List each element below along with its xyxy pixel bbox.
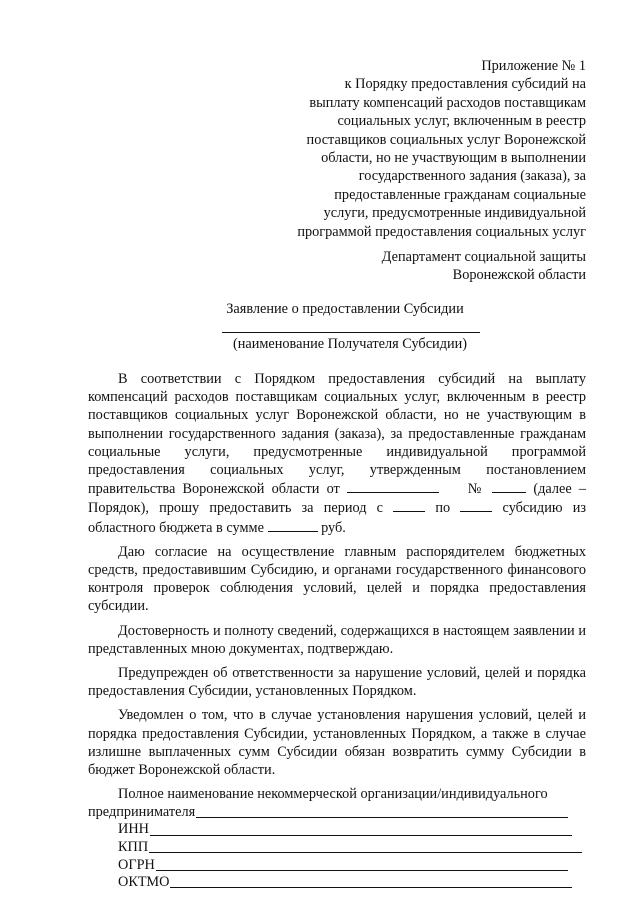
inn-row bbox=[88, 821, 586, 839]
oktmo-line[interactable] bbox=[170, 887, 572, 888]
decree-number-sign: № bbox=[467, 481, 485, 498]
department-line: Департамент социальной защиты bbox=[381, 249, 586, 265]
department-line: Воронежской области bbox=[452, 267, 586, 284]
request-text-intro: В соответствии с Порядком предоставления субсидий на выплату компенсаций расходов поставщикам социальных услуг, включенным в реестр поставщиков социальных услуг Воронежской области, но не участвующим в выполнении государственного задания (заказа), за предоставленные гражданам социальные услуги, предусмотренные индивидуальной программой предоставления социальных услуг, утвержденным постановлением правительства Воронежской области от bbox=[88, 371, 586, 498]
document-title: Заявление о предоставлении Субсидии bbox=[226, 301, 464, 317]
department-addressee bbox=[266, 248, 586, 285]
inn-line[interactable] bbox=[150, 835, 572, 836]
appendix-line: к Порядку предоставления субсидий на bbox=[344, 76, 586, 93]
request-text-amount: субсидию из областного бюджета в сумме bbox=[88, 500, 586, 536]
period-to-label: по bbox=[435, 500, 451, 517]
kpp-line[interactable] bbox=[149, 852, 582, 853]
ogrn-row bbox=[88, 856, 586, 874]
appendix-line: Приложение № 1 bbox=[481, 58, 586, 74]
amount-blank[interactable] bbox=[268, 518, 318, 532]
currency-label: руб. bbox=[321, 519, 346, 536]
oktmo-row bbox=[88, 874, 586, 892]
appendix-line: услуги, предусмотренные индивидуальной bbox=[323, 205, 586, 222]
decree-date-blank[interactable] bbox=[347, 479, 439, 493]
paragraph-org-name: Полное наименование некоммерческой организации/индивидуального bbox=[118, 786, 548, 803]
period-to-blank[interactable] bbox=[460, 498, 492, 512]
application-body bbox=[88, 370, 586, 891]
org-name-row bbox=[88, 803, 586, 821]
kpp-label: КПП bbox=[118, 839, 149, 856]
ogrn-label: ОГРН bbox=[118, 856, 155, 873]
paragraph-responsibility: Предупрежден об ответственности за нарушение условий, целей и порядка предоставления Субсидии, установленных Порядком. bbox=[88, 665, 586, 700]
appendix-line: государственного задания (заказа), за bbox=[358, 168, 586, 185]
kpp-row bbox=[88, 839, 586, 857]
appendix-line: поставщиков социальных услуг Воронежской bbox=[306, 131, 586, 148]
oktmo-label: ОКТМО bbox=[118, 874, 170, 891]
period-from-blank[interactable] bbox=[393, 498, 425, 512]
recipient-caption: (наименование Получателя Субсидии) bbox=[232, 336, 468, 352]
paragraph-notification: Уведомлен о том, что в случае установления нарушения условий, целей и порядка предоставления Субсидии, установленных Порядком, а также в случае излишне выплаченных сумм Субсидии обязан возвратить сумму Субсидии в бюджет Воронежской области. bbox=[88, 707, 586, 779]
request-text-period: (далее – Порядок), прошу предоставить за период с bbox=[88, 481, 586, 517]
appendix-line: программой предоставления социальных услуг bbox=[297, 223, 586, 240]
ogrn-line[interactable] bbox=[156, 870, 568, 871]
appendix-line: области, но не участвующим в выполнении bbox=[321, 150, 586, 167]
paragraph-request bbox=[88, 370, 586, 537]
appendix-line: предоставленные гражданам социальные bbox=[334, 186, 586, 203]
appendix-line: выплату компенсаций расходов поставщикам bbox=[309, 94, 586, 111]
appendix-line: социальных услуг, включенным в реестр bbox=[337, 113, 586, 130]
recipient-name-line[interactable] bbox=[222, 332, 480, 333]
decree-number-blank[interactable] bbox=[492, 479, 526, 493]
appendix-header bbox=[246, 57, 586, 241]
paragraph-consent: Даю согласие на осуществление главным распорядителем бюджетных средств, предоставившим Субсидию, и органами государственного финансового контроля проверок соблюдения условий, целей и порядка предоставления субсидии. bbox=[88, 543, 586, 615]
org-name-line[interactable] bbox=[196, 817, 568, 818]
inn-label: ИНН bbox=[118, 821, 149, 838]
paragraph-accuracy: Достоверность и полноту сведений, содержащихся в настоящем заявлении и представленных мною документах, подтверждаю. bbox=[88, 622, 586, 657]
org-name-label: предпринимателя bbox=[88, 803, 196, 820]
